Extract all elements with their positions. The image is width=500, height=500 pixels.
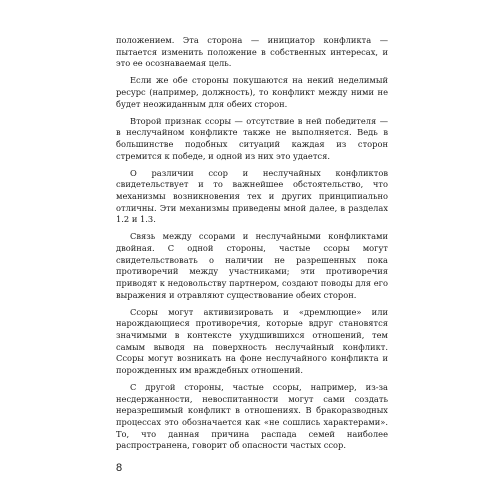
paragraph-2: Если же обе стороны покушаются на некий неделимый ресурс (например, должность), то конфликт между ними не будет неожиданным для обеих сторон. xyxy=(116,75,388,109)
paragraph-4: О различии ссор и неслучайных конфликтов свидетельствует и то важнейшее обстоятельство, что механизмы возникновения тех и других принципиально отличны. Эти механизмы приведены мной далее, в разделах 1.2 и 1.3. xyxy=(116,167,388,225)
paragraph-6: Ссоры могут активизировать и «дремлющие» или нарождающиеся противоречия, которые вдруг становятся значимыми в контексте ухудшившихся отношений, тем самым выводя на поверхность неслучайный конфликт. Ссоры могут возникать на фоне неслучайного конфликта и порожденных им враждебных отношений. xyxy=(116,306,388,376)
paragraph-1: положением. Эта сторона — инициатор конфликта — пытается изменить положение в собственных интересах, и это ее осознаваемая цель. xyxy=(116,35,388,69)
paragraph-3: Второй признак ссоры — отсутствие в ней победителя — в неслучайном конфликте также не выполняется. Ведь в большинстве подобных ситуаций каждая из сторон стремится к победе, и одной из них это удается. xyxy=(116,115,388,161)
page-number: 8 xyxy=(116,462,123,474)
body-text xyxy=(116,35,388,457)
paragraph-5: Связь между ссорами и неслучайными конфликтами двойная. С одной стороны, частые ссоры могут свидетельствовать о наличии не разрешенных пока противоречий между участниками; эти противоречия приводят к недовольству партнером, создают поводы для его выражения и отравляют существование обеих сторон. xyxy=(116,231,388,300)
paragraph-7: С другой стороны, частые ссоры, например, из-за несдержанности, невоспитанности могут сами создать неразрешимый конфликт в отношениях. В бракоразводных процессах это обозначается как «не сошлись характерами». То, что данная причина распада семей наиболее распространена, говорит об опасности частых ссор. xyxy=(116,382,388,451)
